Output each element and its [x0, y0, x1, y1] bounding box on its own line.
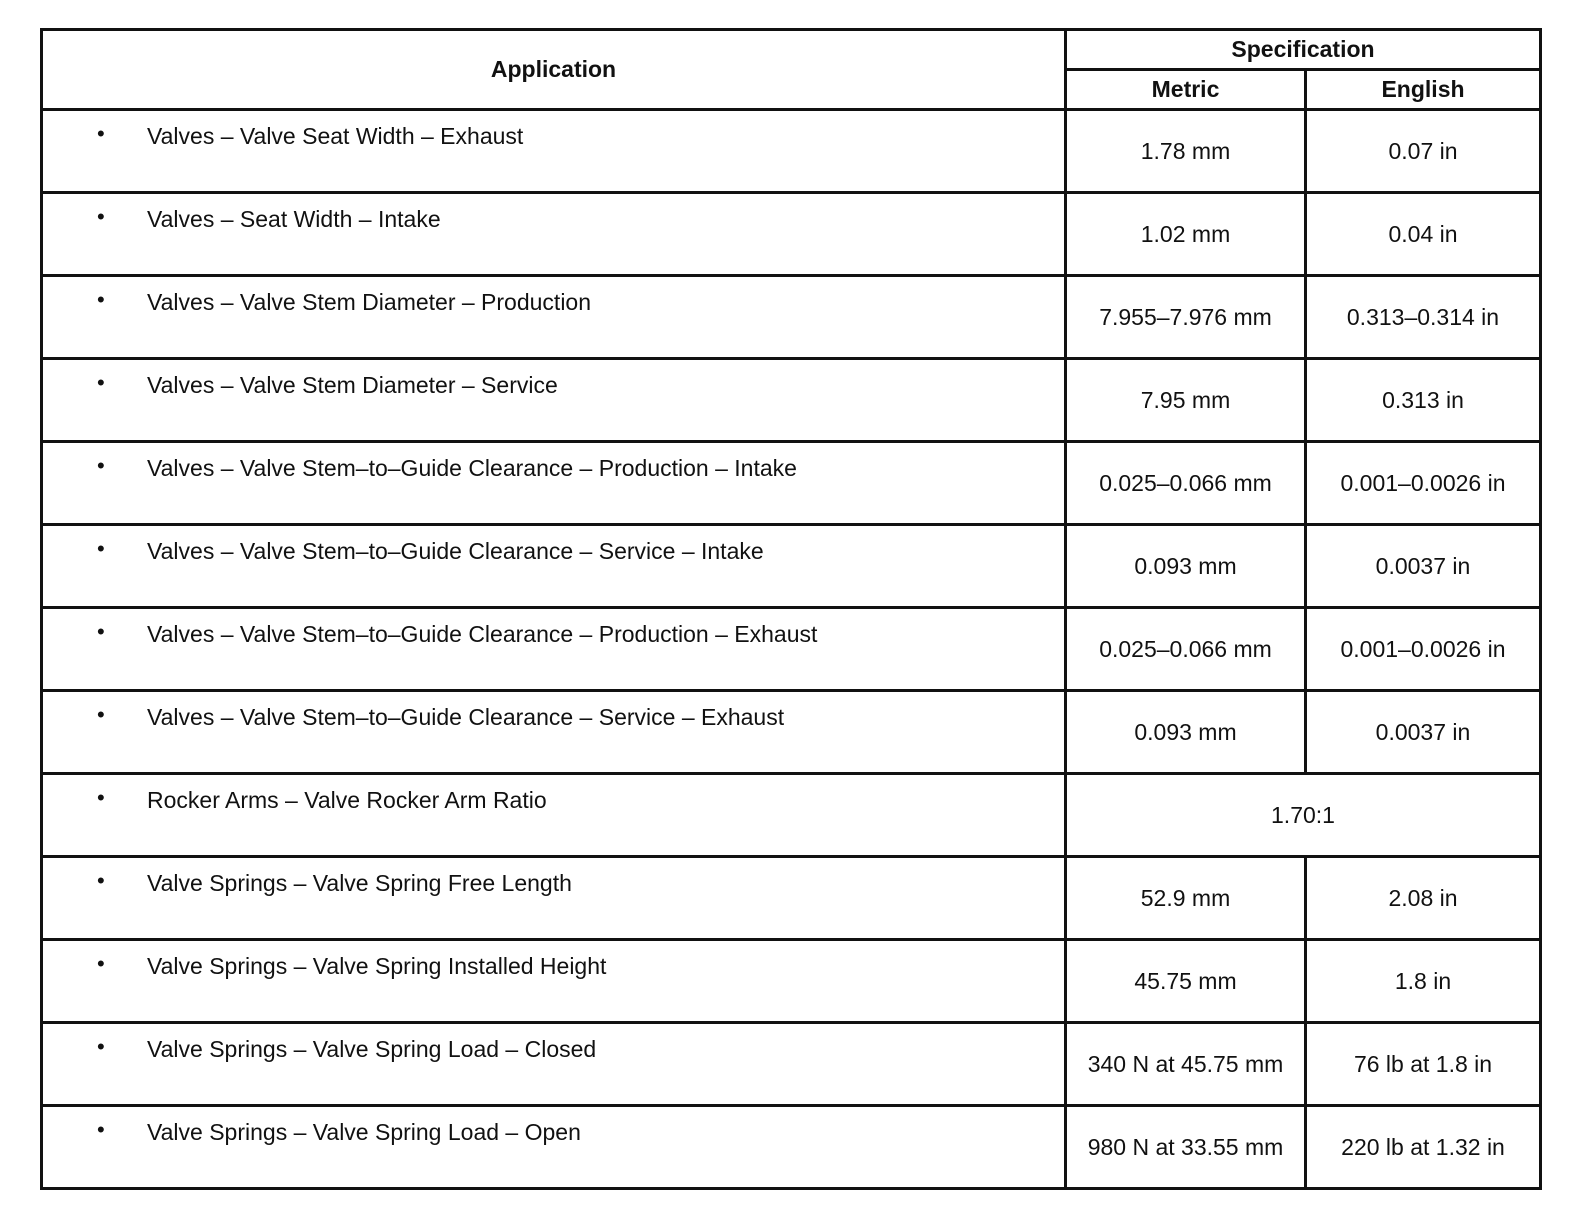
table-row	[42, 857, 1541, 940]
bullet-icon: •	[97, 1034, 105, 1059]
metric-value: 0.025–0.066 mm	[1066, 608, 1306, 691]
application-label: Valves – Valve Stem Diameter – Production	[147, 289, 592, 315]
english-header: English	[1306, 70, 1541, 110]
metric-value: 0.093 mm	[1066, 691, 1306, 774]
english-value: 0.04 in	[1306, 193, 1541, 276]
english-value: 0.07 in	[1306, 110, 1541, 193]
metric-value: 0.093 mm	[1066, 525, 1306, 608]
table-row	[42, 525, 1541, 608]
application-label: Valves – Valve Stem Diameter – Service	[147, 372, 558, 398]
application-label: Valves – Seat Width – Intake	[147, 206, 441, 232]
application-cell	[42, 1106, 1066, 1189]
english-value: 76 lb at 1.8 in	[1306, 1023, 1541, 1106]
metric-value: 1.02 mm	[1066, 193, 1306, 276]
application-cell	[42, 276, 1066, 359]
english-value: 0.0037 in	[1306, 691, 1541, 774]
application-cell	[42, 1023, 1066, 1106]
table-row	[42, 110, 1541, 193]
application-cell	[42, 525, 1066, 608]
metric-value: 7.95 mm	[1066, 359, 1306, 442]
bullet-icon: •	[97, 204, 105, 229]
application-cell	[42, 110, 1066, 193]
metric-value: 340 N at 45.75 mm	[1066, 1023, 1306, 1106]
table-row	[42, 276, 1541, 359]
bullet-icon: •	[97, 536, 105, 561]
english-value: 220 lb at 1.32 in	[1306, 1106, 1541, 1189]
application-cell	[42, 774, 1066, 857]
table-row	[42, 193, 1541, 276]
application-cell	[42, 359, 1066, 442]
bullet-icon: •	[97, 702, 105, 727]
application-cell	[42, 608, 1066, 691]
bullet-icon: •	[97, 868, 105, 893]
application-cell	[42, 193, 1066, 276]
table-row	[42, 1106, 1541, 1189]
bullet-icon: •	[97, 453, 105, 478]
english-value: 1.8 in	[1306, 940, 1541, 1023]
application-label: Valves – Valve Seat Width – Exhaust	[147, 123, 524, 149]
bullet-icon: •	[97, 370, 105, 395]
english-value: 0.313–0.314 in	[1306, 276, 1541, 359]
application-label: Valves – Valve Stem–to–Guide Clearance – Service – Exhaust	[147, 704, 785, 730]
application-cell	[42, 857, 1066, 940]
table-row	[42, 774, 1541, 857]
application-label: Valves – Valve Stem–to–Guide Clearance – Service – Intake	[147, 538, 764, 564]
english-value: 0.001–0.0026 in	[1306, 608, 1541, 691]
application-cell	[42, 442, 1066, 525]
header-row-top	[42, 30, 1541, 70]
specification-table	[40, 28, 1542, 1190]
table-row	[42, 442, 1541, 525]
combined-value: 1.70:1	[1066, 774, 1541, 857]
bullet-icon: •	[97, 619, 105, 644]
metric-header: Metric	[1066, 70, 1306, 110]
metric-value: 0.025–0.066 mm	[1066, 442, 1306, 525]
metric-value: 7.955–7.976 mm	[1066, 276, 1306, 359]
english-value: 0.313 in	[1306, 359, 1541, 442]
specification-header: Specification	[1066, 30, 1541, 70]
application-label: Valve Springs – Valve Spring Installed Height	[147, 953, 607, 979]
bullet-icon: •	[97, 287, 105, 312]
table-row	[42, 359, 1541, 442]
bullet-icon: •	[97, 1117, 105, 1142]
application-header: Application	[42, 30, 1066, 110]
table-row	[42, 608, 1541, 691]
metric-value: 45.75 mm	[1066, 940, 1306, 1023]
bullet-icon: •	[97, 785, 105, 810]
table-row	[42, 1023, 1541, 1106]
metric-value: 980 N at 33.55 mm	[1066, 1106, 1306, 1189]
english-value: 2.08 in	[1306, 857, 1541, 940]
bullet-icon: •	[97, 121, 105, 146]
application-label: Valve Springs – Valve Spring Load – Open	[147, 1119, 581, 1145]
application-label: Valve Springs – Valve Spring Free Length	[147, 870, 572, 896]
table-row	[42, 940, 1541, 1023]
application-label: Valves – Valve Stem–to–Guide Clearance – Production – Intake	[147, 455, 797, 481]
english-value: 0.0037 in	[1306, 525, 1541, 608]
application-label: Valve Springs – Valve Spring Load – Closed	[147, 1036, 597, 1062]
english-value: 0.001–0.0026 in	[1306, 442, 1541, 525]
bullet-icon: •	[97, 951, 105, 976]
application-label: Rocker Arms – Valve Rocker Arm Ratio	[147, 787, 547, 813]
application-cell	[42, 940, 1066, 1023]
metric-value: 1.78 mm	[1066, 110, 1306, 193]
application-cell	[42, 691, 1066, 774]
metric-value: 52.9 mm	[1066, 857, 1306, 940]
table-row	[42, 691, 1541, 774]
application-label: Valves – Valve Stem–to–Guide Clearance – Production – Exhaust	[147, 621, 818, 647]
